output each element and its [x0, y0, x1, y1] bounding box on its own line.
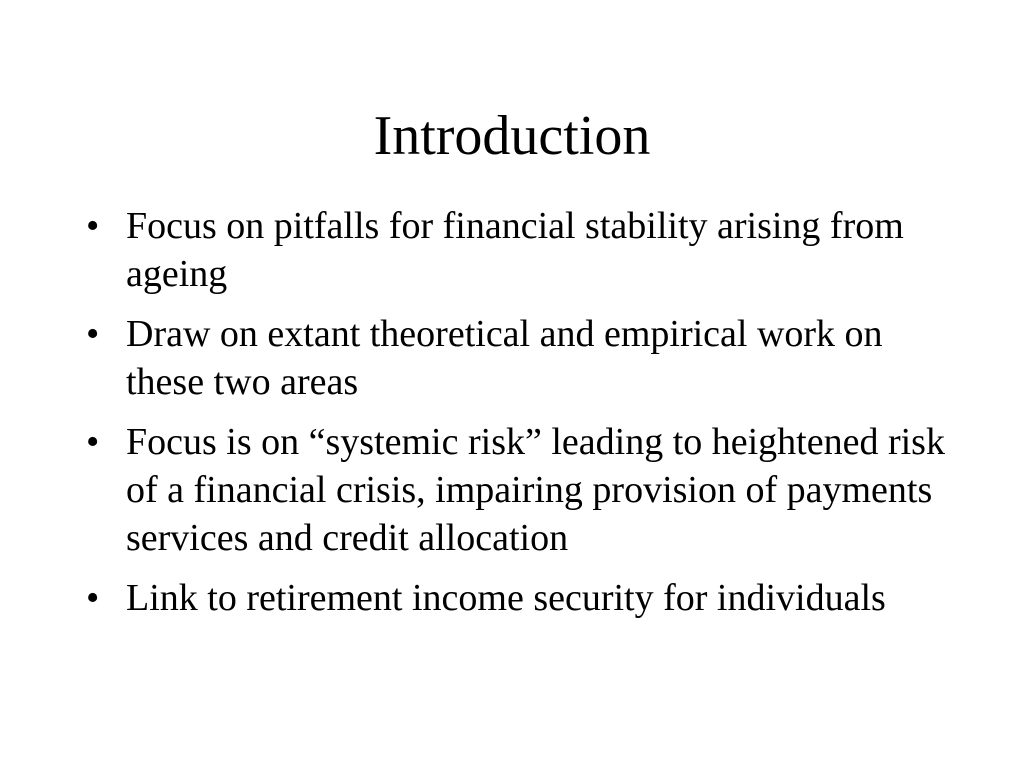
- bullet-text-3: Focus is on “systemic risk” leading to heightened risk of a financial crisis, impairing provision of payments services and credit allocation: [126, 421, 945, 559]
- bullet-item-1: [86, 202, 946, 298]
- bullet-icon: •: [86, 577, 100, 619]
- bullet-text-1: Focus on pitfalls for financial stability arising from ageing: [126, 205, 904, 295]
- bullet-icon: •: [86, 313, 100, 355]
- bullet-list: [86, 202, 946, 634]
- bullet-item-4: [86, 574, 946, 622]
- bullet-icon: •: [86, 421, 100, 463]
- bullet-item-3: [86, 418, 946, 562]
- bullet-item-2: [86, 310, 946, 406]
- bullet-icon: •: [86, 205, 100, 247]
- slide-title: Introduction: [373, 105, 651, 167]
- bullet-text-2: Draw on extant theoretical and empirical work on these two areas: [126, 313, 883, 403]
- bullet-text-4: Link to retirement income security for individuals: [126, 577, 886, 619]
